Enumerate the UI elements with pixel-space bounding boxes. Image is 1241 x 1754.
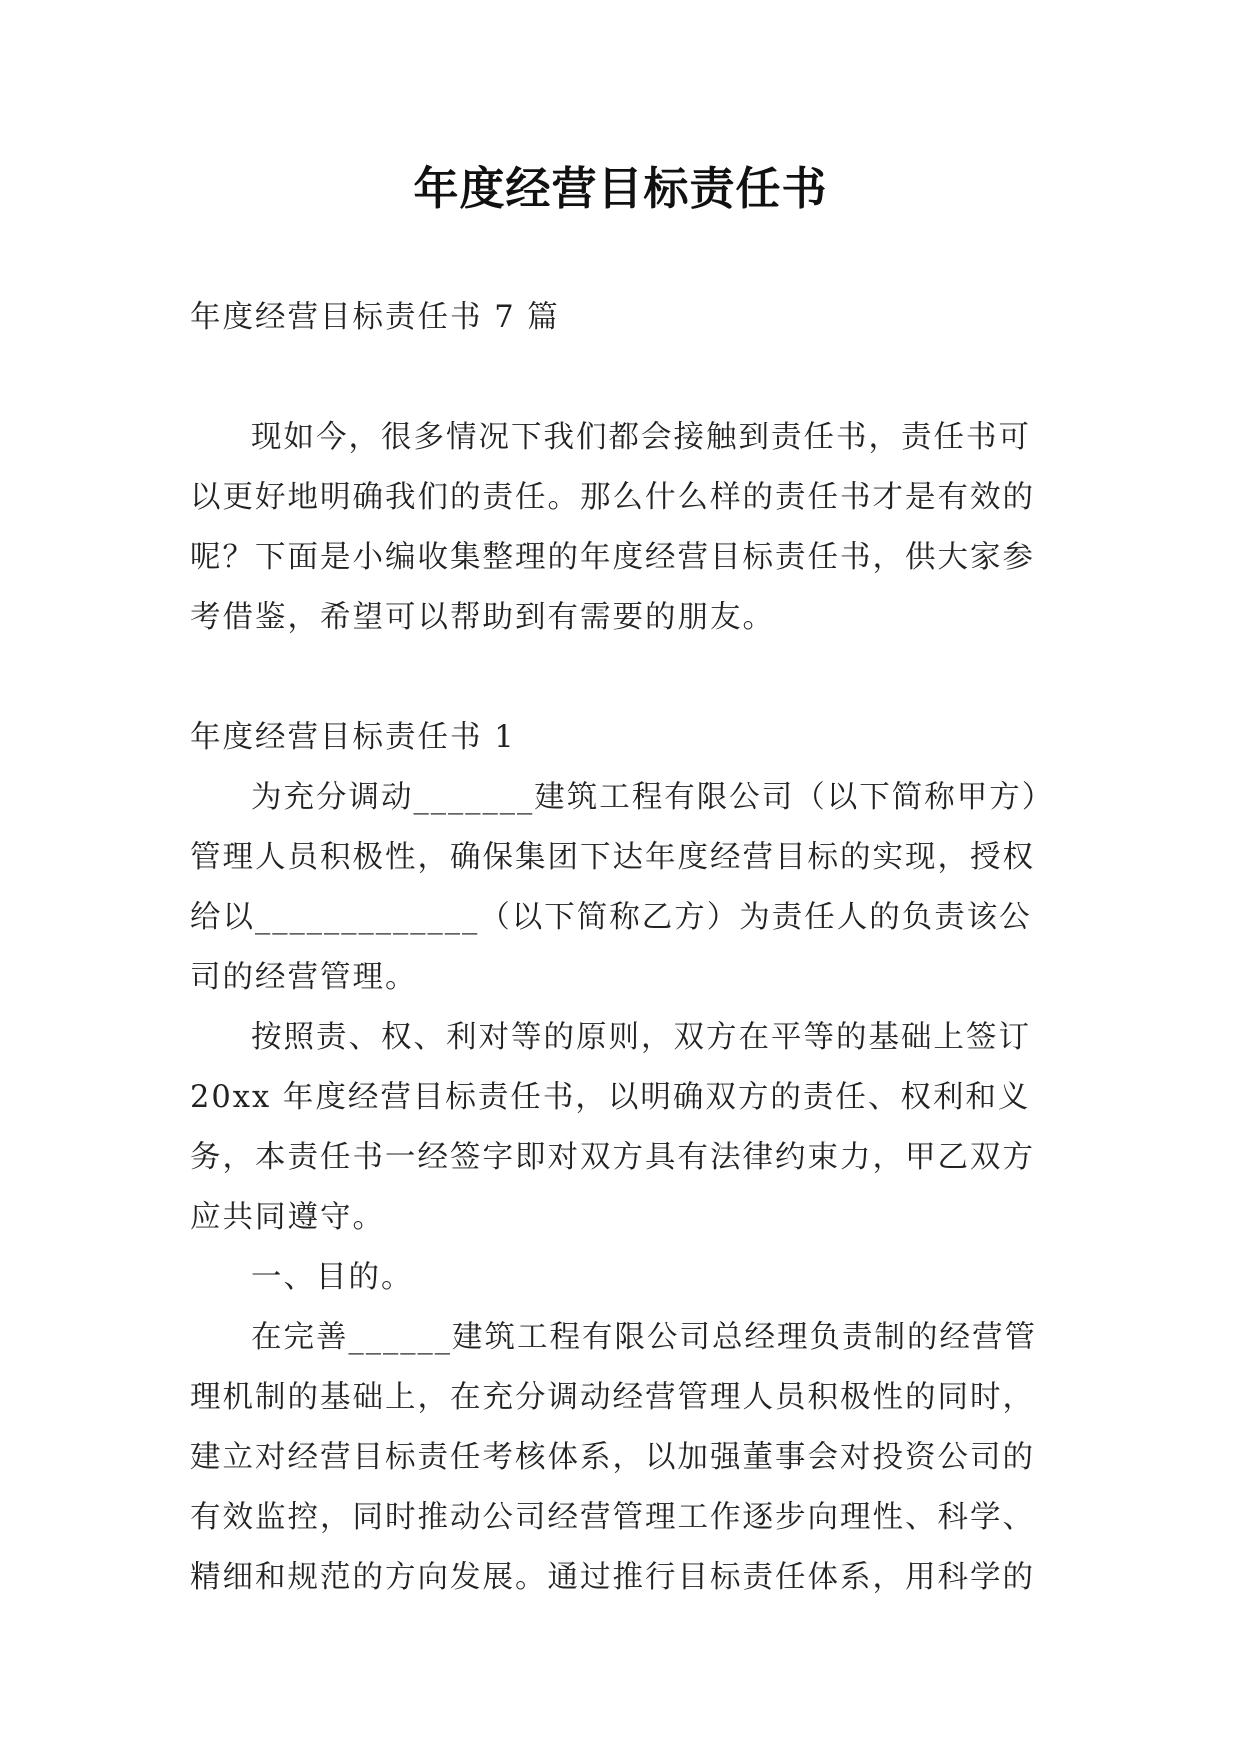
section-heading: 年度经营目标责任书 1 xyxy=(190,720,516,755)
paragraph: 按照责、权、利对等的原则，双方在平等的基础上签订 20xx 年度经营目标责任书，以明确双方的责任、权利和义务，本责任书一经签字即对双方具有法律约束力，甲乙双方应共同遵守。 xyxy=(190,1020,1035,1235)
spacer xyxy=(190,348,1050,408)
document-subtitle: 年度经营目标责任书 7 篇 xyxy=(190,300,560,335)
spacer xyxy=(190,648,1050,708)
paragraph: 在完善______建筑工程有限公司总经理负责制的经营管理机制的基础上，在充分调动经营管理人员积极性的同时，建立对经营目标责任考核体系，以加强董事会对投资公司的有效监控，同时推动公司经营管理工作逐步向理性、科学、精细和规范的方向发展。通过推行目标责任体系，用科学的 xyxy=(190,1320,1037,1595)
paragraph: 为充分调动_______建筑工程有限公司（以下简称甲方）管理人员积极性，确保集团下达年度经营目标的实现，授权给以_____________（以下简称乙方）为责任人的负责该公司的经营管理。 xyxy=(190,780,1039,995)
document-body xyxy=(190,288,1050,1608)
document-title: 年度经营目标责任书 xyxy=(413,162,828,215)
subheading: 一、目的。 xyxy=(251,1260,414,1295)
intro-paragraph: 现如今，很多情况下我们都会接触到责任书，责任书可以更好地明确我们的责任。那么什么样的责任书才是有效的呢？下面是小编收集整理的年度经营目标责任书，供大家参考借鉴，希望可以帮助到有需要的朋友。 xyxy=(190,420,1035,635)
